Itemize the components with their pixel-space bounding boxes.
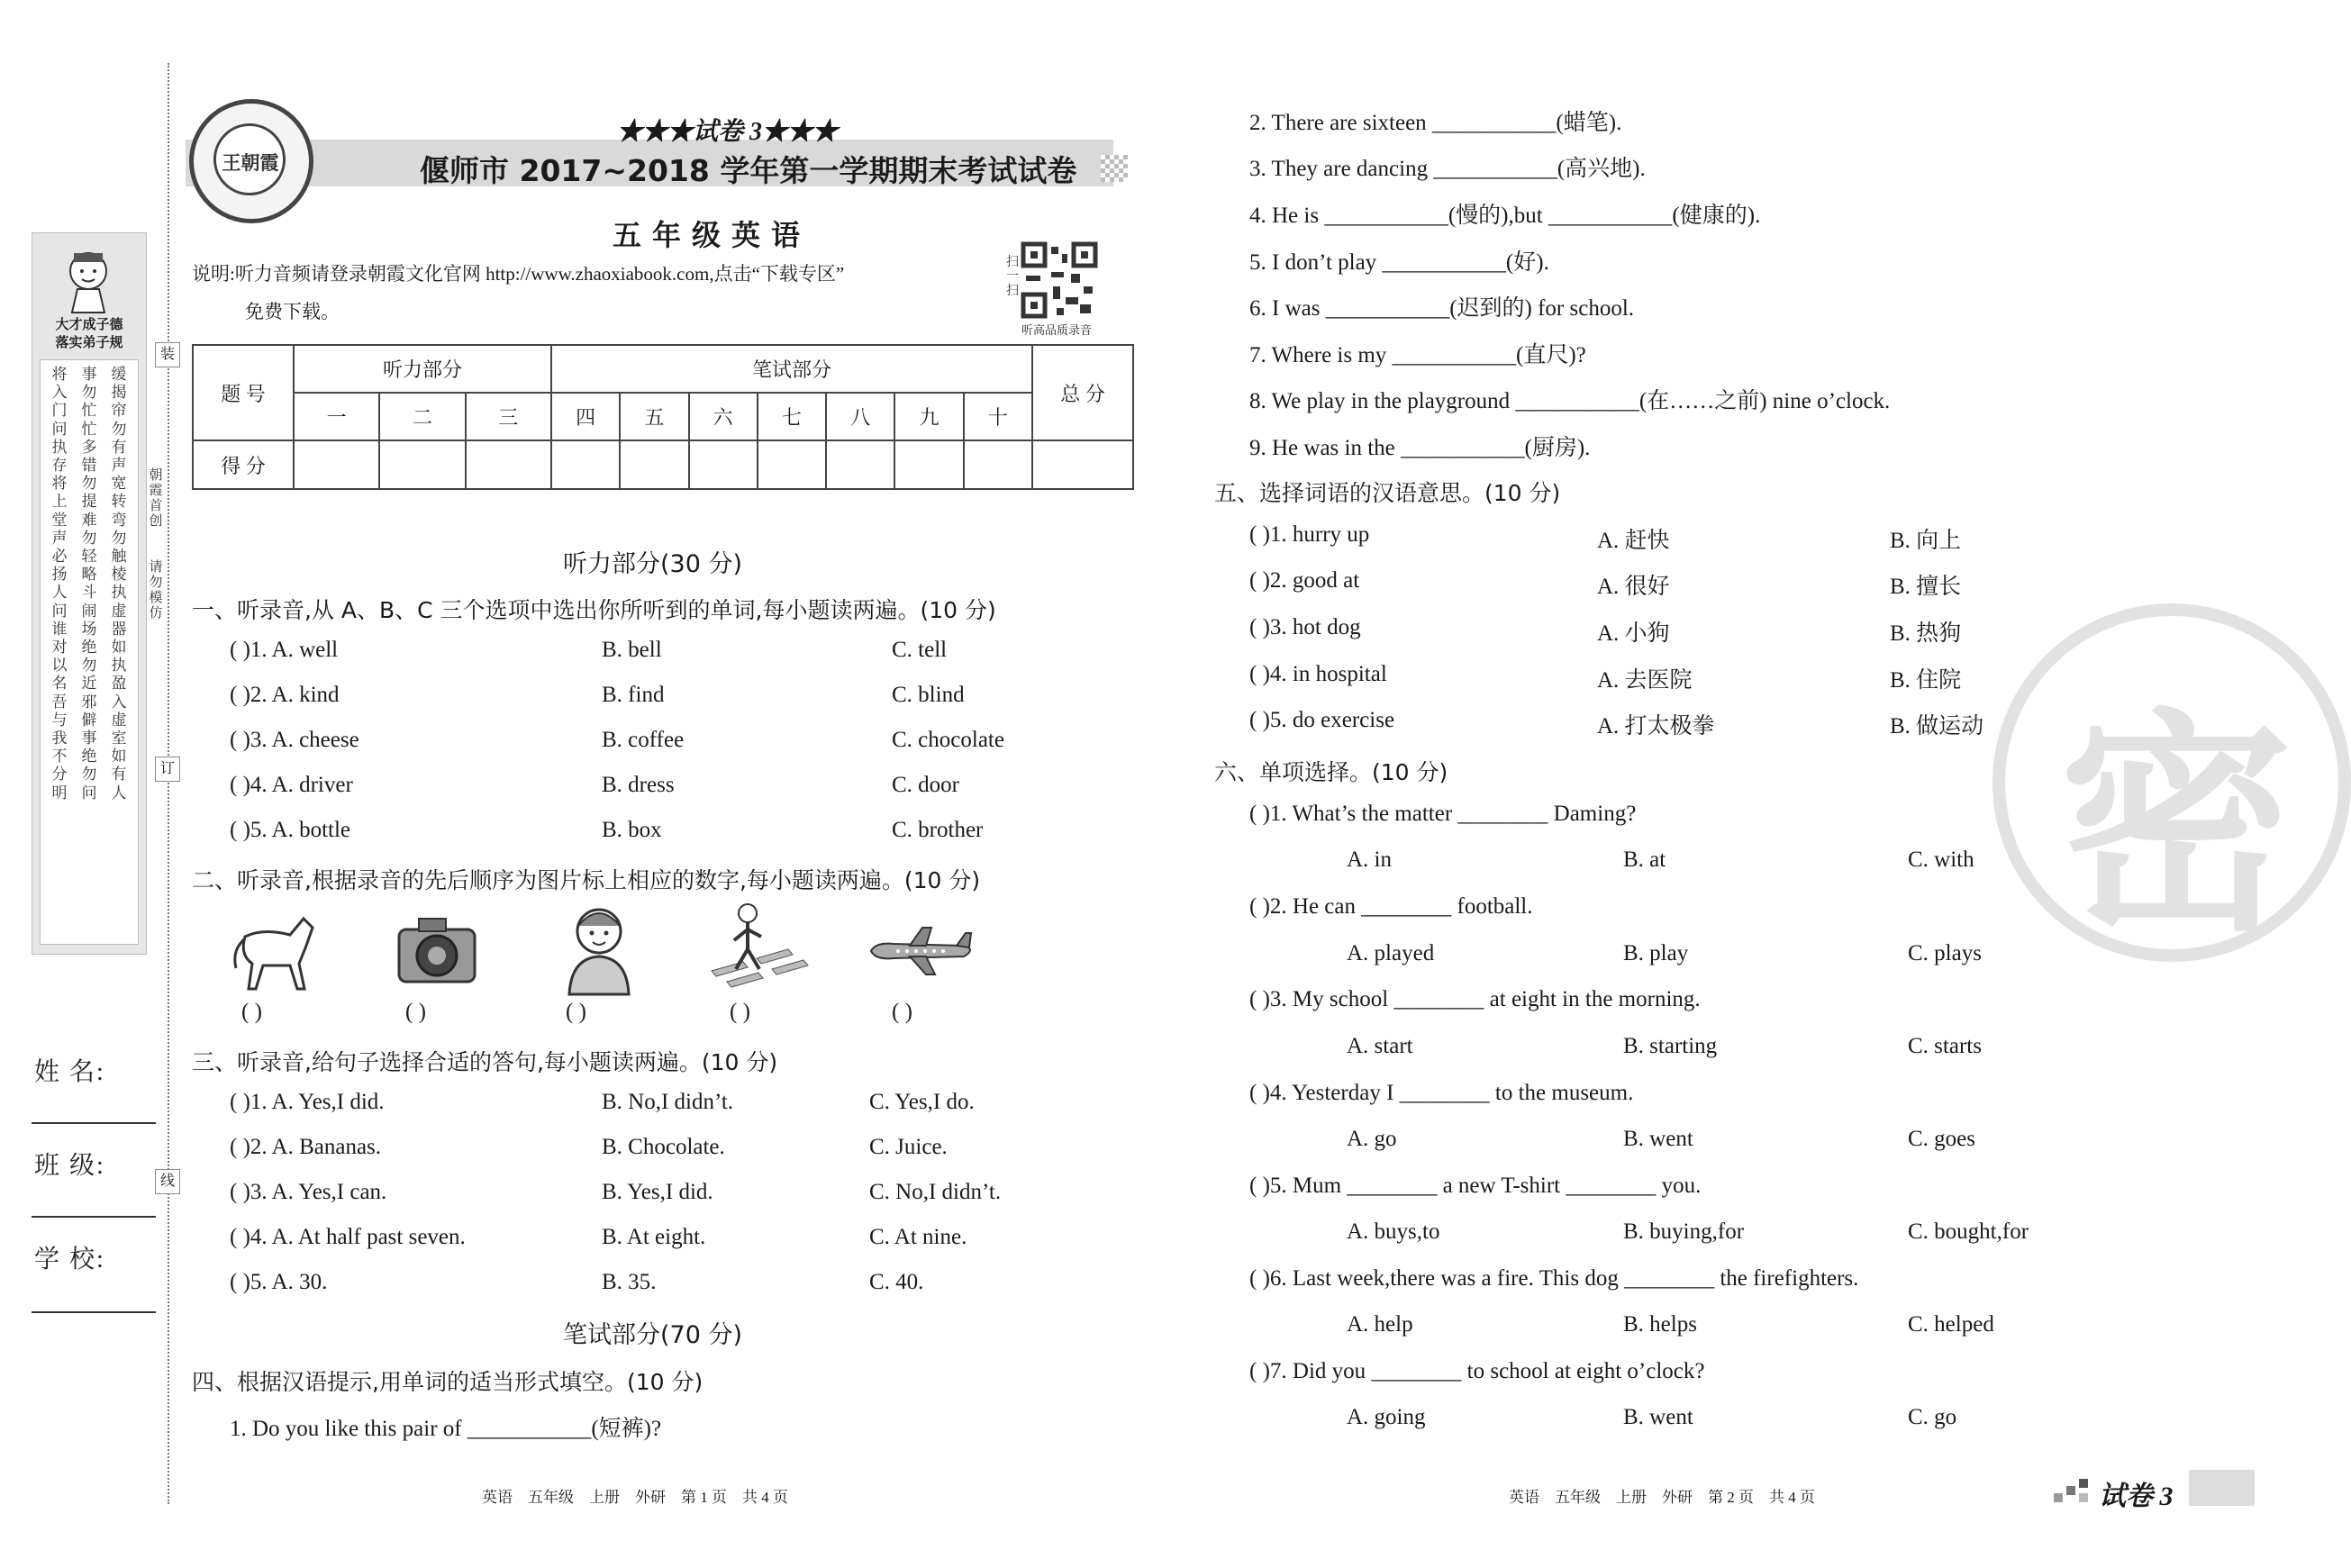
picture-bracket[interactable]: ( ) (405, 1000, 426, 1024)
column-header: 七 (758, 393, 826, 440)
score-label: 得 分 (193, 440, 294, 489)
question-stem: ( )3. hot dog (1249, 615, 1361, 639)
camera-picture-icon (392, 910, 482, 991)
cut-word-mid: 订 (155, 757, 180, 782)
fill-blank-item[interactable]: 7. Where is my ___________(直尺)? (1249, 343, 1586, 367)
option-b: B. helps (1623, 1312, 1697, 1337)
question-stem: ( )5. do exercise (1249, 708, 1395, 732)
name-field[interactable] (32, 1122, 156, 1124)
option-b: B. dress (602, 773, 675, 797)
option-b: B. Chocolate. (602, 1135, 725, 1159)
column-header: 三 (466, 393, 551, 440)
option-b: B. 擅长 (1890, 575, 1962, 599)
plane-picture-icon (867, 924, 979, 978)
motto-column: 将入门问执存将上堂声必扬人问谁对以名吾与我不分明 (51, 366, 68, 802)
option-b: B. went (1623, 1127, 1693, 1151)
option-a: A. 小狗 (1597, 621, 1670, 646)
part6-title: 六、单项选择。(10 分) (1214, 759, 1448, 785)
school-field[interactable] (32, 1311, 156, 1313)
option-b: B. went (1623, 1405, 1693, 1429)
score-cell[interactable] (466, 440, 551, 489)
option-b: B. Yes,I did. (602, 1180, 713, 1204)
paper-tag: ★★★试卷 3★★★ (617, 118, 839, 146)
option-b: B. bell (602, 638, 662, 662)
part2-title: 二、听录音,根据录音的先后顺序为图片标上相应的数字,每小题读两遍。(10 分) (192, 867, 981, 893)
option-b: B. box (602, 818, 662, 842)
option-a: A. buys,to (1347, 1219, 1440, 1244)
footer-pattern-icon (2054, 1477, 2090, 1504)
listening-header: 听力部分 (294, 345, 551, 393)
footer-paper-tag: 试卷 3 (2099, 1482, 2174, 1511)
writing-section-title: 笔试部分(70 分) (563, 1321, 743, 1349)
column-header: 八 (826, 393, 894, 440)
question-stem: ( )4. Yesterday I ________ to the museum. (1249, 1081, 1634, 1105)
fill-blank-item[interactable]: 8. We play in the playground ___________(在……之前) nine o’clock. (1249, 389, 1891, 413)
option-b: B. coffee (602, 728, 685, 752)
option-a: A. help (1347, 1312, 1413, 1337)
question-stem: ( )3. A. cheese (230, 728, 359, 752)
fill-blank-item[interactable]: 9. He was in the ___________(厨房). (1249, 436, 1591, 460)
part1-title: 一、听录音,从 A、B、C 三个选项中选出你所听到的单词,每小题读两遍。(10 分) (192, 597, 996, 623)
question-stem: ( )5. A. 30. (230, 1270, 328, 1294)
question-stem: ( )5. A. bottle (230, 818, 351, 842)
class-field[interactable] (32, 1216, 156, 1218)
motto-column: 缓揭帘勿有声宽转弯勿触棱执虚器如执盈入虚室如有人 (111, 366, 127, 802)
crossing-road-picture-icon (707, 899, 815, 996)
banner-pattern (1101, 155, 1128, 182)
column-header: 五 (620, 393, 688, 440)
option-c: C. door (892, 773, 959, 797)
score-cell[interactable] (379, 440, 465, 489)
motto-box (40, 359, 139, 945)
option-c: C. goes (1908, 1127, 1975, 1151)
score-cell[interactable] (826, 440, 894, 489)
subject-title: 五 年 级 英 语 (613, 219, 803, 251)
column-header: 九 (894, 393, 963, 440)
option-b: B. play (1623, 941, 1689, 965)
question-stem: ( )5. Mum ________ a new T-shirt ________ you. (1249, 1174, 1702, 1198)
option-c: C. helped (1908, 1312, 1994, 1337)
option-c: C. Yes,I do. (869, 1090, 975, 1114)
picture-bracket[interactable]: ( ) (730, 1000, 750, 1024)
question-stem: ( )3. A. Yes,I can. (230, 1180, 387, 1204)
option-c: C. No,I didn’t. (869, 1180, 1002, 1204)
option-c: C. tell (892, 638, 948, 662)
footer-tab (2189, 1470, 2255, 1506)
score-cell[interactable] (294, 440, 379, 489)
caption-line: 落实弟子规 (55, 336, 123, 350)
question-stem: ( )2. good at (1249, 568, 1360, 593)
option-b: B. No,I didn’t. (602, 1090, 734, 1114)
cut-line (168, 63, 169, 1504)
option-b: B. 住院 (1890, 668, 1962, 693)
score-cell[interactable] (894, 440, 963, 489)
option-a: A. going (1347, 1405, 1426, 1429)
instruction-note: 说明:听力音频请登录朝霞文化官网 http://www.zhaoxiabook.com,点击“下载专区” (192, 263, 845, 285)
question-stem: ( )1. A. Yes,I did. (230, 1090, 385, 1114)
option-a: A. 打太极拳 (1597, 714, 1715, 739)
option-b: B. at (1623, 847, 1666, 872)
question-stem: ( )7. Did you ________ to school at eight o’clock? (1249, 1359, 1705, 1383)
question-stem: ( )2. A. kind (230, 683, 340, 707)
option-a: A. start (1347, 1034, 1413, 1058)
question-stem: ( )4. in hospital (1249, 662, 1387, 686)
vertical-note: 请勿模仿 (149, 560, 163, 621)
option-c: C. 40. (869, 1270, 924, 1294)
exam-title: 偃师市 2017~2018 学年第一学期期末考试试卷 (420, 153, 1077, 188)
option-a: A. played (1347, 941, 1435, 965)
option-c: C. blind (892, 683, 965, 707)
option-b: B. 做运动 (1890, 714, 1984, 739)
picture-bracket[interactable]: ( ) (241, 1000, 262, 1024)
option-a: A. in (1347, 847, 1392, 872)
question-stem: ( )1. What’s the matter ________ Daming? (1249, 802, 1637, 826)
option-c: C. starts (1908, 1034, 1982, 1058)
writing-header: 笔试部分 (551, 345, 1032, 393)
score-cell[interactable] (551, 440, 620, 489)
fill-blank-item[interactable]: 4. He is ___________(慢的),but ___________(健康的). (1249, 204, 1761, 228)
picture-bracket[interactable]: ( ) (892, 1000, 912, 1024)
total-label: 总 分 (1032, 345, 1133, 440)
boy-picture-icon (558, 901, 640, 995)
option-c: C. brother (892, 818, 984, 842)
fill-blank-item[interactable]: 6. I was ___________(迟到的) for school. (1249, 296, 1635, 321)
qr-code-icon[interactable] (1021, 241, 1098, 319)
column-header: 一 (294, 393, 379, 440)
option-b: B. buying,for (1623, 1219, 1745, 1244)
cut-word-bottom: 线 (155, 1169, 180, 1194)
option-a: A. go (1347, 1127, 1397, 1151)
school-label: 学 校: (34, 1246, 105, 1273)
logo-seal (189, 99, 313, 223)
motto-column: 事勿忙忙多错勿提难勿轻略斗闹场绝勿近邪僻事绝勿问 (81, 366, 97, 802)
fill-blank-item[interactable]: 3. They are dancing ___________(高兴地). (1249, 157, 1646, 181)
question-stem: ( )1. A. well (230, 638, 339, 662)
score-cell[interactable] (689, 440, 758, 489)
fill-blank-item[interactable]: 2. There are sixteen ___________(蜡笔). (1249, 111, 1622, 135)
option-b: B. 热狗 (1890, 621, 1962, 646)
column-header: 四 (551, 393, 620, 440)
margin-strip (32, 232, 147, 955)
caption-line: 大才成子德 (55, 318, 123, 332)
option-a: A. 很好 (1597, 575, 1670, 599)
option-a: A. 赶快 (1597, 529, 1670, 553)
option-b: B. At eight. (602, 1225, 706, 1249)
option-b: B. find (602, 683, 665, 707)
fill-blank-item[interactable]: 1. Do you like this pair of ___________(短裤)? (230, 1417, 662, 1441)
option-c: C. plays (1908, 941, 1982, 965)
row-label: 题 号 (193, 345, 294, 440)
option-c: C. chocolate (892, 728, 1004, 752)
watermark-seal-icon (1992, 603, 2351, 962)
option-b: B. 向上 (1890, 529, 1962, 553)
question-stem: ( )1. hurry up (1249, 522, 1370, 547)
motto-caption (36, 316, 142, 352)
child-illustration-icon (52, 242, 124, 314)
class-label: 班 级: (34, 1152, 105, 1180)
name-label: 姓 名: (34, 1058, 105, 1086)
total-score-cell[interactable] (1032, 440, 1133, 489)
qr-side-text: 扫一扫 (1006, 256, 1019, 298)
score-cell[interactable] (620, 440, 688, 489)
column-header: 十 (964, 393, 1032, 440)
picture-bracket[interactable]: ( ) (566, 1000, 586, 1024)
question-stem: ( )4. A. At half past seven. (230, 1225, 466, 1249)
page-footer-left: 英语 五年级 上册 外研 第 1 页 共 4 页 (482, 1489, 788, 1506)
option-b: B. 35. (602, 1270, 657, 1294)
score-table (192, 344, 1134, 490)
page-footer-right: 英语 五年级 上册 外研 第 2 页 共 4 页 (1509, 1489, 1815, 1506)
option-c: C. go (1908, 1405, 1957, 1429)
question-stem: ( )2. A. Bananas. (230, 1135, 382, 1159)
question-stem: ( )2. He can ________ football. (1249, 894, 1533, 919)
part5-title: 五、选择词语的汉语意思。(10 分) (1214, 480, 1561, 506)
option-c: C. with (1908, 847, 1974, 872)
logo-text: 王朝霞 (222, 152, 279, 174)
instruction-note: 免费下载。 (245, 301, 340, 322)
score-cell[interactable] (964, 440, 1032, 489)
option-c: C. Juice. (869, 1135, 948, 1159)
option-c: C. bought,for (1908, 1219, 2029, 1244)
column-header: 二 (379, 393, 465, 440)
question-stem: ( )3. My school ________ at eight in the morning. (1249, 987, 1701, 1011)
listening-section-title: 听力部分(30 分) (563, 550, 743, 578)
question-stem: ( )6. Last week,there was a fire. This dog ________ the firefighters. (1249, 1266, 1859, 1291)
part4-title: 四、根据汉语提示,用单词的适当形式填空。(10 分) (192, 1369, 703, 1395)
score-cell[interactable] (758, 440, 826, 489)
part3-title: 三、听录音,给句子选择合适的答句,每小题读两遍。(10 分) (192, 1049, 778, 1075)
cut-word-top: 装 (155, 342, 180, 367)
fill-blank-item[interactable]: 5. I don’t play ___________(好). (1249, 250, 1549, 275)
qr-caption: 听高品质录音 (1021, 323, 1093, 337)
option-a: A. 去医院 (1597, 668, 1693, 693)
horse-picture-icon (227, 901, 326, 995)
seal-character: 密 (2059, 691, 2293, 963)
question-stem: ( )4. A. driver (230, 773, 353, 797)
option-b: B. starting (1623, 1034, 1718, 1058)
vertical-note: 朝霞首创 (149, 468, 163, 529)
option-c: C. At nine. (869, 1225, 967, 1249)
column-header: 六 (689, 393, 758, 440)
